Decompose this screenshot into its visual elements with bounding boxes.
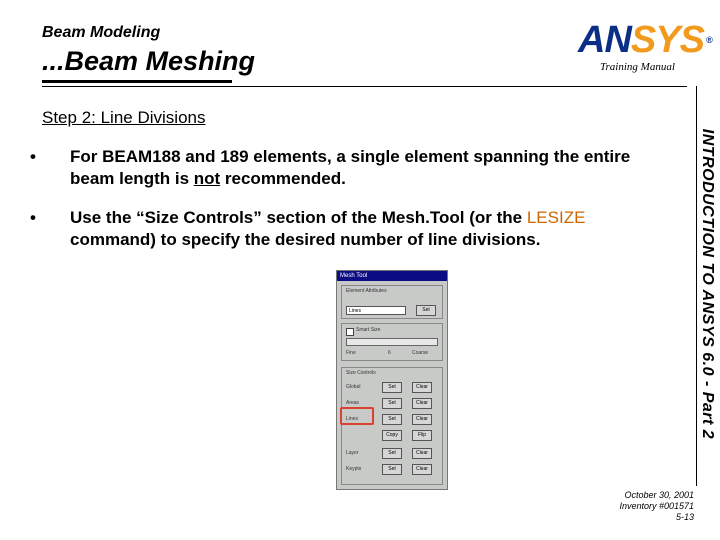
attribute-select-value: Lines [349, 308, 361, 314]
fine-label: Fine [346, 350, 356, 356]
side-banner-text: INTRODUCTION TO ANSYS 6.0 - Part 2 [699, 128, 716, 440]
smart-size-checkbox[interactable] [346, 328, 354, 336]
global-set-button[interactable]: Set [382, 382, 402, 393]
training-manual-label: Training Manual [600, 61, 675, 73]
keypts-set-button[interactable]: Set [382, 464, 402, 475]
bullet-dot: • [30, 208, 36, 227]
areas-label: Areas [346, 400, 360, 406]
lines-set-button[interactable]: Set [382, 414, 402, 425]
bullet-2-text [70, 207, 670, 251]
areas-set-button[interactable]: Set [382, 398, 402, 409]
attribute-select[interactable] [346, 306, 406, 315]
mesh-tool-window [336, 270, 448, 490]
lines-clear-button[interactable]: Clear [412, 414, 432, 425]
step-heading: Step 2: Line Divisions [42, 108, 206, 127]
page-title: ...Beam Meshing [42, 46, 256, 76]
bullet-1-post: recommended. [220, 169, 346, 188]
section-label: Beam Modeling [42, 24, 161, 41]
layer-set-button[interactable]: Set [382, 448, 402, 459]
layer-label: Layer [346, 450, 359, 456]
mesh-tool-titlebar [337, 271, 447, 281]
smart-size-label: Smart Size [356, 327, 381, 333]
layer-clear-button[interactable]: Clear [412, 448, 432, 459]
bullet-dot: • [30, 147, 36, 166]
ansys-logo [578, 20, 712, 60]
footer-date: October 30, 2001 [624, 490, 694, 500]
logo-part2: SYS [630, 19, 704, 61]
bullet-2-pre: Use the “Size Controls” section of the Mesh.Tool (or the [70, 208, 527, 227]
size-level-slider[interactable] [346, 338, 438, 346]
bullet-1-pre: For BEAM188 and 189 elements, a single element spanning the entire beam length is [70, 147, 631, 188]
bullet-1-text [70, 146, 670, 190]
size-controls-label: Size Controls [346, 370, 376, 376]
lesize-command: LESIZE [526, 208, 586, 227]
footer-page: 5-13 [675, 512, 694, 522]
lines-label: Lines [346, 416, 358, 422]
global-label: Global [346, 384, 361, 390]
lines-highlight-box [340, 407, 374, 425]
bullet-2-post: command) to specify the desired number of line divisions. [70, 230, 541, 249]
size-controls-panel [341, 367, 443, 485]
bullet-1-emphasis: not [193, 169, 221, 188]
global-clear-button[interactable]: Clear [412, 382, 432, 393]
mesh-tool-title: Mesh Tool [340, 273, 368, 279]
attr-set-button[interactable]: Set [416, 305, 436, 316]
element-attributes-panel [341, 285, 443, 319]
smart-size-panel [341, 323, 443, 361]
registered-mark: ® [705, 35, 712, 45]
coarse-label: Coarse [412, 350, 429, 356]
areas-clear-button[interactable]: Clear [412, 398, 432, 409]
footer [619, 490, 694, 523]
header-divider [42, 86, 687, 87]
flip-button[interactable]: Flip [412, 430, 432, 441]
side-divider [696, 86, 697, 486]
side-banner [698, 88, 716, 480]
keypts-label: Keypts [346, 466, 362, 472]
footer-inventory: Inventory #001571 [619, 501, 694, 511]
copy-button[interactable]: Copy [382, 430, 402, 441]
title-underline [42, 80, 232, 83]
element-attributes-label: Element Attributes [346, 288, 387, 294]
logo-part1: AN [578, 19, 631, 61]
slider-value: 6 [388, 350, 391, 356]
keypts-clear-button[interactable]: Clear [412, 464, 432, 475]
